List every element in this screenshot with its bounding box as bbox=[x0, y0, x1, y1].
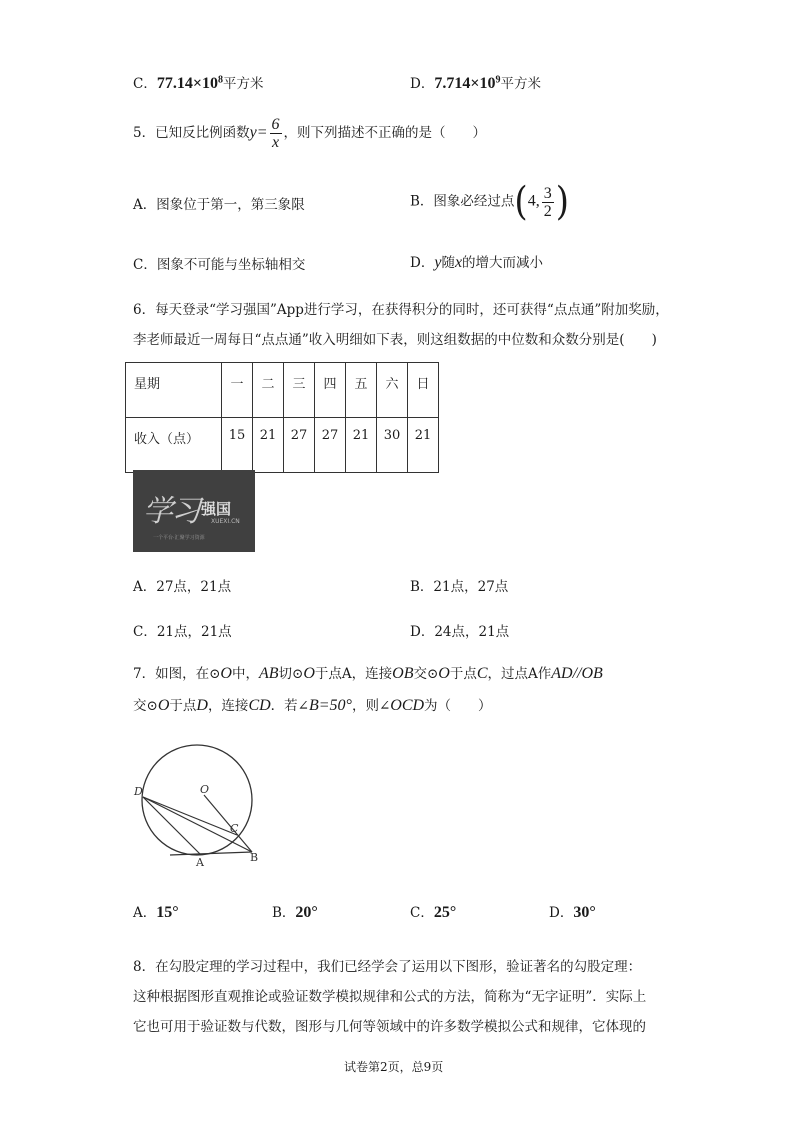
circle-o bbox=[142, 745, 252, 855]
table-day: 日 bbox=[408, 363, 439, 418]
table-day: 三 bbox=[284, 363, 315, 418]
label-b: B bbox=[250, 851, 259, 864]
q8-line2: 这种根据图形直观推论或验证数学模拟规律和公式的方法，简称为“无字证明”．实际上 bbox=[133, 989, 647, 1005]
q7-stem-line2: 交⊙O于点D，连接CD．若∠B=50°，则∠OCD为（ ） bbox=[133, 697, 492, 714]
table-day: 二 bbox=[253, 363, 284, 418]
q4-option-d: D．$7.714\times 10^9$平方米 bbox=[410, 74, 541, 92]
q6-stem-line2: 李老师最近一周每日“点点通”收入明细如下表，则这组数据的中位数和众数分别是( ) bbox=[133, 332, 657, 348]
table-row bbox=[126, 418, 439, 473]
table-value: 21 bbox=[346, 418, 377, 473]
q5-option-a: A．图象位于第一，第三象限 bbox=[133, 197, 305, 213]
q5-option-d: D．y随x的增大而减小 bbox=[410, 254, 544, 271]
q6-stem-line1: 6．每天登录“学习强国”App进行学习，在获得积分的同时，还可获得“点点通”附加奖励， bbox=[133, 302, 669, 318]
label-a: A bbox=[196, 856, 204, 869]
table-value: 27 bbox=[315, 418, 346, 473]
q5-option-c: C．图象不可能与坐标轴相交 bbox=[133, 257, 306, 273]
q6-option-c: C．21点，21点 bbox=[133, 624, 232, 640]
table-day: 五 bbox=[346, 363, 377, 418]
q7-option-a: A．15° bbox=[133, 904, 179, 921]
q7-option-d: D．30° bbox=[549, 904, 596, 921]
q7-option-c: C．25° bbox=[410, 904, 457, 921]
table-row-label: 收入（点） bbox=[126, 418, 222, 473]
income-table bbox=[125, 362, 439, 473]
q6-option-d: D．24点，21点 bbox=[410, 624, 510, 640]
table-header-row bbox=[126, 363, 439, 418]
label-o: O bbox=[200, 783, 210, 796]
table-header-label: 星期 bbox=[126, 363, 222, 418]
q5-stem: 5．已知反比例函数y= $\frac{6}{x}$ ，则下列描述不正确的是（ ） bbox=[133, 116, 486, 151]
table-value: 21 bbox=[253, 418, 284, 473]
q8-line3: 它也可用于验证数与代数，图形与几何等领域中的许多数学模拟公式和规律，它体现的 bbox=[133, 1019, 646, 1035]
table-value: 30 bbox=[377, 418, 408, 473]
q4-option-c: C．$77.14\times 10^8$平方米 bbox=[133, 74, 264, 92]
xuexi-qiangguo-logo: 学习 强国 XUEXI.CN 一个平台·汇聚学习资源 bbox=[133, 470, 255, 552]
label-d: D bbox=[134, 785, 143, 798]
segment-ad bbox=[143, 797, 200, 854]
q8-line1: 8．在勾股定理的学习过程中，我们已经学会了运用以下图形，验证著名的勾股定理： bbox=[133, 959, 642, 975]
table-value: 21 bbox=[408, 418, 439, 473]
table-day: 四 bbox=[315, 363, 346, 418]
label-c: C bbox=[230, 822, 239, 835]
page-footer: 试卷第2页，总9页 bbox=[344, 1060, 444, 1074]
segment-cd bbox=[143, 797, 237, 835]
q7-stem-line1: 7．如图，在⊙O中，AB切⊙O于点A，连接OB交⊙O于点C，过点A作AD//OB bbox=[133, 665, 603, 682]
q7-option-b: B．20° bbox=[272, 904, 318, 921]
q5-option-b: B．图象必经过点(4, $\frac{3}{2}$ ) bbox=[410, 179, 569, 225]
table-value: 27 bbox=[284, 418, 315, 473]
segment-ob bbox=[204, 795, 252, 852]
q6-option-a: A．27点，21点 bbox=[133, 579, 232, 595]
table-value: 15 bbox=[222, 418, 253, 473]
table-day: 一 bbox=[222, 363, 253, 418]
circle-geometry-figure bbox=[130, 735, 270, 870]
q6-option-b: B．21点，27点 bbox=[410, 579, 509, 595]
q5-fraction: $\frac{6}{x}$ bbox=[271, 116, 280, 151]
table-day: 六 bbox=[377, 363, 408, 418]
